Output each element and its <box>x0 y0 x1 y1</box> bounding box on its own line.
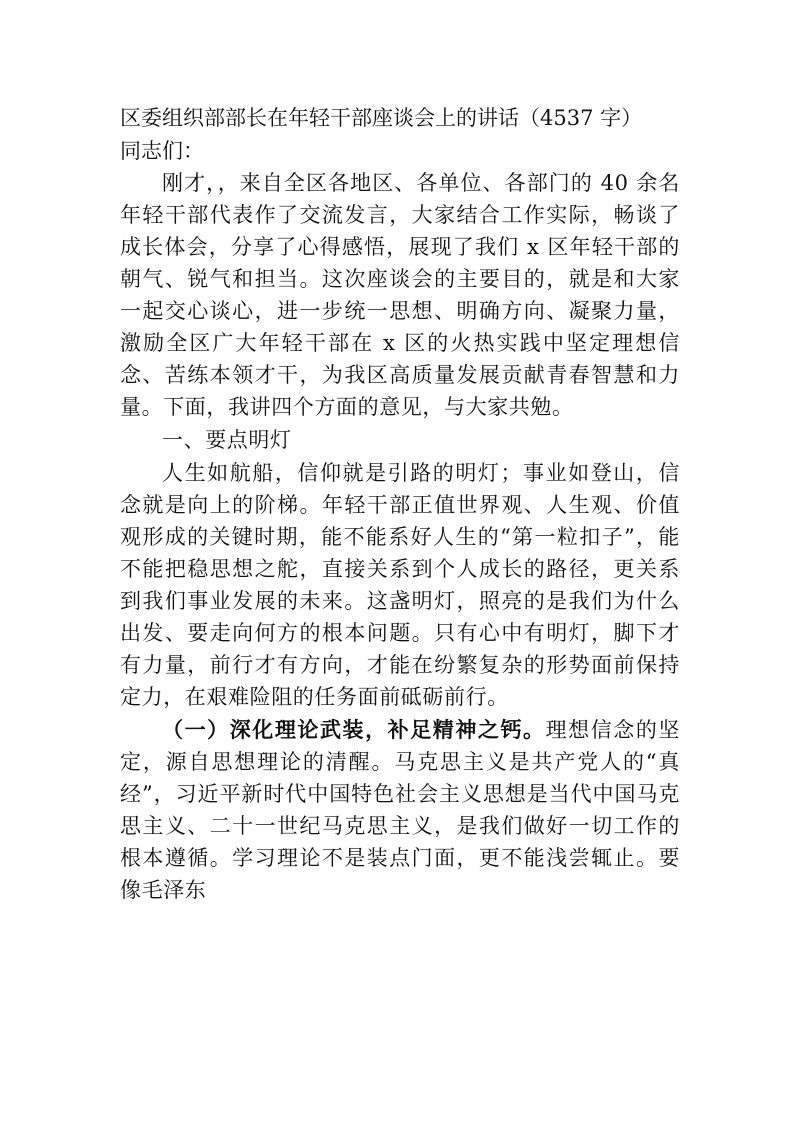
intro-paragraph: 刚才，，来自全区各地区、各单位、各部门的 40 余名年轻干部代表作了交流发言，大家结合工作实际，畅谈了成长体会，分享了心得感悟，展现了我们 x 区年轻干部的朝气、锐气和担当。这次座谈会的主要目的，就是和大家一起交心谈心，进一步统一思想、明确方向、凝聚力量，激励全区广大年轻干部在 x 区的火热实践中坚定理想信念、苦练本领才干，为我区高质量发展贡献青春智慧和力量。下面，我讲四个方面的意见，与大家共勉。 <box>120 171 680 419</box>
subsection-1-heading: （一）深化理论武装，补足精神之钙。 <box>162 717 546 742</box>
salutation: 同志们： <box>120 139 204 163</box>
section-heading-1: 一、要点明灯 <box>162 428 292 452</box>
subsection-1-paragraph <box>120 714 680 906</box>
document-page <box>120 103 680 906</box>
document-title: 区委组织部部长在年轻干部座谈会上的讲话（4537 字） <box>120 106 643 130</box>
section-1-paragraph: 人生如航船，信仰就是引路的明灯；事业如登山，信念就是向上的阶梯。年轻干部正值世界观、人生观、价值观形成的关键时期，能不能系好人生的“第一粒扣子”，能不能把稳思想之舵，直接关系到个人成长的路径，更关系到我们事业发展的未来。这盏明灯，照亮的是我们为什么出发、要走向何方的根本问题。只有心中有明灯，脚下才有力量，前行才有方向，才能在纷繁复杂的形势面前保持定力，在艰难险阻的任务面前砥砺前行。 <box>120 461 680 709</box>
subsection-1-text: 理想信念的坚定，源自思想理论的清醒。马克思主义是共产党人的“真经”，习近平新时代中国特色社会主义思想是当代中国马克思主义、二十一世纪马克思主义，是我们做好一切工作的根本遵循。学习理论不是装点门面，更不能浅尝辄止。要像毛泽东 <box>120 718 680 902</box>
